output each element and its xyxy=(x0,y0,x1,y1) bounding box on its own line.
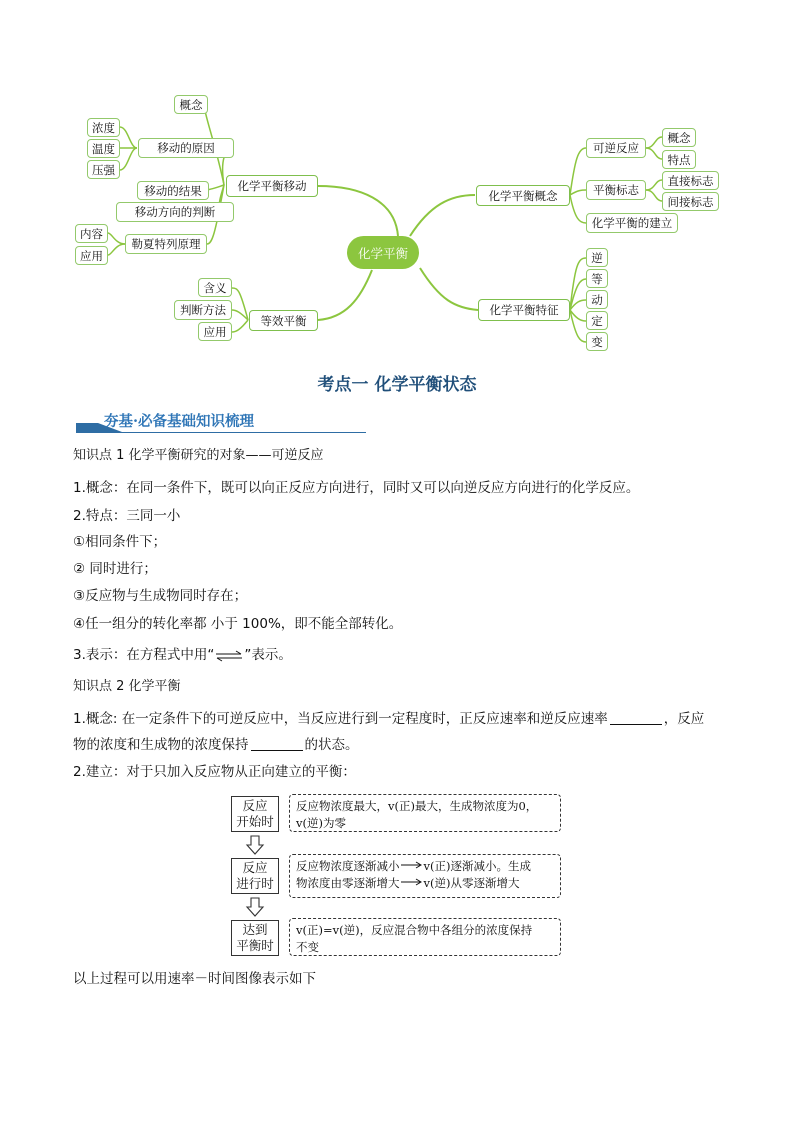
mm-reason-item: 温度 xyxy=(87,139,120,158)
flow-label-line: 反应 xyxy=(242,798,268,813)
mm-reversible-item: 特点 xyxy=(662,150,696,169)
mm-move-concept: 概念 xyxy=(174,95,208,114)
flow-step-desc xyxy=(289,854,561,898)
kp2-establish: 2.建立：对于只加入反应物从正向建立的平衡： xyxy=(73,764,356,780)
arrow-right-icon xyxy=(401,878,423,886)
mm-equivalent-item: 判断方法 xyxy=(174,300,232,320)
flow-label-line: 反应 xyxy=(242,860,268,875)
flow-desc-line: 不变 xyxy=(296,940,319,954)
kp2-concept-text: ，反应 xyxy=(663,711,705,727)
kp1-representation xyxy=(73,645,292,665)
flow-desc-line: 物浓度由零逐渐增大 xyxy=(296,876,400,890)
mm-lechatelier-item: 内容 xyxy=(75,224,108,243)
flow-label-line: 开始时 xyxy=(236,814,274,829)
flow-desc-line: v(逆)从零逐渐增大 xyxy=(423,876,520,890)
mm-feature-item: 变 xyxy=(586,332,608,351)
mm-move-lechatelier: 勒夏特列原理 xyxy=(125,234,207,254)
kp2-concept-line1 xyxy=(73,709,704,729)
kp1-repr-suffix: ”表示。 xyxy=(244,647,292,663)
mm-move: 化学平衡移动 xyxy=(226,175,318,197)
flow-desc-line: v(逆)为零 xyxy=(296,816,346,830)
mm-lechatelier-item: 应用 xyxy=(75,246,108,265)
mm-reversible: 可逆反应 xyxy=(586,138,646,158)
mm-concept: 化学平衡概念 xyxy=(476,185,570,206)
fill-blank[interactable] xyxy=(610,710,662,725)
mm-move-result: 移动的结果 xyxy=(137,181,209,200)
mm-marks: 平衡标志 xyxy=(586,180,646,200)
flow-desc-line: v(正)逐渐减小。生成 xyxy=(423,859,531,873)
flow-step-label xyxy=(231,796,279,832)
fill-blank[interactable] xyxy=(251,736,303,751)
kp2-concept-text: 物的浓度和生成物的浓度保持 xyxy=(73,737,249,753)
kp1-repr-prefix: 3.表示：在方程式中用“ xyxy=(73,647,215,663)
mm-reason-item: 压强 xyxy=(87,160,120,179)
section-banner xyxy=(76,410,366,433)
mm-features: 化学平衡特征 xyxy=(478,299,570,321)
flow-desc-line: 反应物浓度最大，v(正)最大，生成物浓度为0， xyxy=(296,799,538,813)
kp1-feature: 2.特点：三同一小 xyxy=(73,508,181,524)
mm-reversible-item: 概念 xyxy=(662,128,696,147)
mm-equivalent-item: 应用 xyxy=(198,322,232,341)
kp1-feature-1: ①相同条件下； xyxy=(73,534,167,550)
arrow-right-icon xyxy=(401,861,423,869)
flow-label-line: 进行时 xyxy=(236,876,274,891)
banner-decoration xyxy=(76,423,98,432)
mm-move-direction: 移动方向的判断 xyxy=(116,202,234,222)
kp1-concept: 1.概念：在同一条件下，既可以向正反应方向进行，同时又可以向逆反应方向进行的化学反应。 xyxy=(73,480,640,496)
flow-label-line: 达到 xyxy=(242,922,268,937)
kp2-concept-text: 的状态。 xyxy=(304,737,359,753)
flow-desc-line: 反应物浓度逐渐减小 xyxy=(296,859,400,873)
kp2-concept-text: 1.概念: 在一定条件下的可逆反应中，当反应进行到一定程度时，正反应速率和逆反应速率 xyxy=(73,711,608,727)
closing-text: 以上过程可以用速率－时间图像表示如下 xyxy=(73,971,316,987)
down-arrow-icon xyxy=(245,835,265,855)
flow-desc-line: v(正)=v(逆)，反应混合物中各组分的浓度保持 xyxy=(296,923,533,937)
mm-feature-item: 动 xyxy=(586,290,608,309)
kp1-feature-3: ③反应物与生成物同时存在； xyxy=(73,588,248,604)
mm-marks-item: 间接标志 xyxy=(662,192,719,211)
flow-step-desc xyxy=(289,918,561,956)
mm-marks-item: 直接标志 xyxy=(662,171,719,190)
kp2-concept-line2 xyxy=(73,735,359,755)
down-arrow-icon xyxy=(245,897,265,917)
section-title: 考点一 化学平衡状态 xyxy=(317,375,477,395)
mm-feature-item: 逆 xyxy=(586,248,608,267)
flow-step-desc xyxy=(289,794,561,832)
flow-step-label xyxy=(231,858,279,894)
banner-text: 夯基·必备基础知识梳理 xyxy=(104,413,255,430)
kp1-feature-2: ② 同时进行； xyxy=(73,561,157,577)
mind-map xyxy=(0,0,794,365)
kp2-title: 知识点 2 化学平衡 xyxy=(73,679,181,694)
mm-establish: 化学平衡的建立 xyxy=(586,213,678,233)
kp1-title: 知识点 1 化学平衡研究的对象——可逆反应 xyxy=(73,448,324,463)
flow-label-line: 平衡时 xyxy=(236,938,274,953)
mm-reason-item: 浓度 xyxy=(87,118,120,137)
mm-equivalent: 等效平衡 xyxy=(249,310,318,331)
reversible-arrow-icon xyxy=(214,650,244,662)
mm-center: 化学平衡 xyxy=(347,236,419,269)
mm-move-reason: 移动的原因 xyxy=(138,138,234,158)
kp1-feature-4: ④任一组分的转化率都 小于 100%，即不能全部转化。 xyxy=(73,616,403,632)
mm-feature-item: 定 xyxy=(586,311,608,330)
flow-step-label xyxy=(231,920,279,956)
mm-equivalent-item: 含义 xyxy=(198,278,232,297)
mm-feature-item: 等 xyxy=(586,269,608,288)
